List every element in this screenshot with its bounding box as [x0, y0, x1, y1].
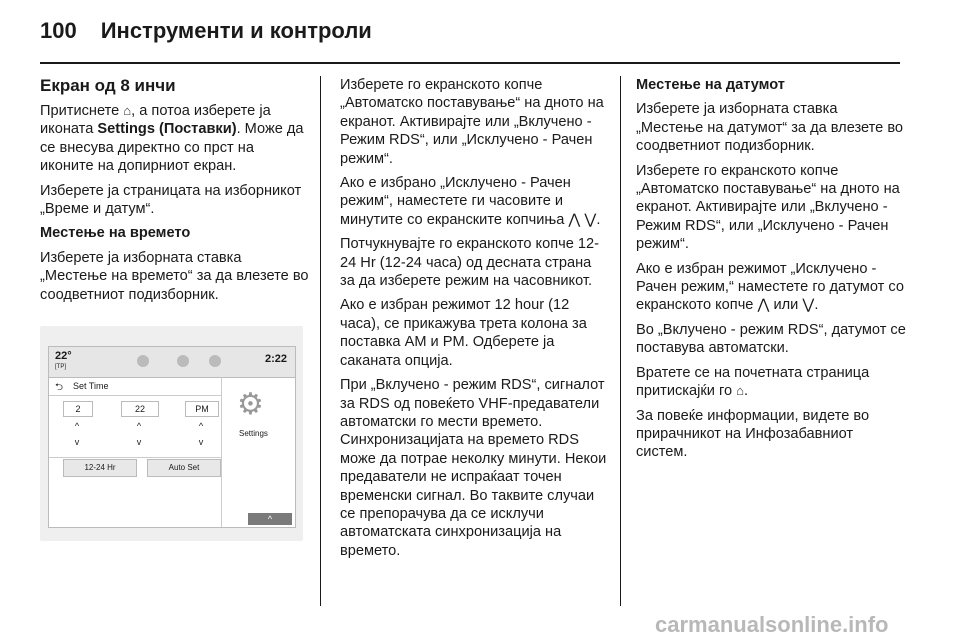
section-heading: Екран од 8 инчи [40, 76, 176, 95]
set-time-label: Set Time [73, 381, 109, 391]
audio-icon [137, 355, 149, 367]
column-3 [636, 76, 906, 468]
ampm-up-button[interactable]: ^ [198, 421, 204, 431]
paragraph: Ако е избрано „Исклучено - Рачен режим“, наместете ги часовите и минутите со екранските копчиња ⋀ ⋁. [340, 175, 601, 228]
hour-up-button[interactable]: ^ [74, 421, 80, 431]
paragraph: Изберете ја страницата на изборникот „Време и датум“. [40, 182, 302, 218]
clock: 2:22 [264, 353, 287, 365]
subheading-date: Местење на датумот [636, 77, 785, 93]
settings-term: Settings (Поставки) [97, 121, 237, 138]
column-1 [40, 76, 310, 310]
paragraph: Изберете ја изборната ставка „Местење на времето“ за да влезете во соодветниот подизборник. [40, 249, 309, 303]
paragraph: Во „Вклучено - режим RDS“, датумот се поставува автоматски. [636, 321, 906, 357]
status-bar [49, 347, 295, 378]
home-icon: ⌂ [123, 103, 132, 118]
column-divider-2 [620, 76, 621, 606]
gear-icon[interactable]: ⚙ [237, 388, 264, 421]
screen-divider [49, 457, 221, 458]
intro-paragraph [40, 102, 310, 176]
paragraph: Изберете го екранското копче „Автоматско поставување“ на дното на екранот. Активирајте или „Вклучено - Режим RDS“, или „Исклучено - Рачен режим“. [636, 162, 900, 253]
back-row[interactable] [49, 379, 221, 396]
12-24-hr-button[interactable]: 12-24 Hr [63, 459, 137, 477]
subheading-time: Местење на времето [40, 225, 191, 242]
paragraph: Изберете го екранското копче „Автоматско поставување“ на дното на екранот. Активирајте или „Вклучено - Режим RDS“, или „Исклучено - Рачен режим“. [340, 77, 604, 167]
info-icon [209, 355, 221, 367]
header-divider [40, 62, 900, 64]
set-time-screen [48, 346, 296, 528]
phone-icon [177, 355, 189, 367]
hour-field: 2 [63, 401, 93, 417]
column-divider-1 [320, 76, 321, 606]
text-fragment: Вратете се на почетната страница притискајќи го [636, 364, 870, 400]
ampm-down-button[interactable]: v [198, 437, 204, 447]
settings-label: Settings [239, 429, 268, 438]
paragraph: Ако е избран режимот „Исклучено - Рачен режим,“ наместете го датумот со екранското копче ⋀ или ⋁. [636, 260, 904, 314]
home-icon: ⌂ [736, 383, 744, 399]
paragraph: За повеќе информации, видете во прирачникот на Инфозабавниот систем. [636, 407, 870, 461]
page-header [40, 18, 372, 50]
watermark: carmanualsonline.info [655, 612, 889, 637]
text-fragment: Притиснете [40, 103, 120, 119]
tp-indicator: [TP] [55, 364, 67, 370]
text-fragment: . [744, 383, 749, 400]
column-2 [340, 76, 608, 566]
page-number: 100 [40, 18, 77, 43]
paragraph: Изберете ја изборната ставка „Местење на датумот“ за да влезете во соодветниот подизборник. [636, 101, 904, 155]
hour-down-button[interactable]: v [74, 437, 80, 447]
text-fragment: . Може да се внесува директно со прст на иконите на допирниот екран. [40, 121, 304, 175]
minute-field: 22 [121, 401, 159, 417]
paragraph: Ако е избран режимот 12 hour (12 часа), се прикажува трета колона за поставка AM и PM. Одберете ја саканата опција. [340, 297, 587, 369]
page-title: Инструменти и контроли [100, 18, 372, 43]
temperature: 22° [55, 350, 72, 362]
paragraph: Потчукнувајте го екранското копче 12-24 Hr (12-24 часа) од десната страна за да изберете режим на часовникот. [340, 236, 599, 290]
paragraph: При „Вклучено - режим RDS“, сигналот за RDS од повеќето VHF-предаватели автоматски го мести времето. Синхронизацијата на времето RDS може да потрае неколку минути. Некои предаватели не испраќаат точен временски сигнал. Во таквите случаи се препорачува да се исклучи автоматската синхронизација на времето. [340, 377, 607, 559]
back-icon[interactable]: ⮌ [55, 382, 64, 393]
ampm-field: PM [185, 401, 219, 417]
auto-set-button[interactable]: Auto Set [147, 459, 221, 477]
text-fragment: , а потоа изберете ја иконата [40, 103, 271, 138]
screen-vertical-divider [221, 377, 222, 527]
paragraph [636, 364, 906, 401]
minute-down-button[interactable]: v [136, 437, 142, 447]
screenshot-figure [40, 326, 303, 541]
minute-up-button[interactable]: ^ [136, 421, 142, 431]
scroll-up-button[interactable]: ^ [248, 513, 292, 525]
